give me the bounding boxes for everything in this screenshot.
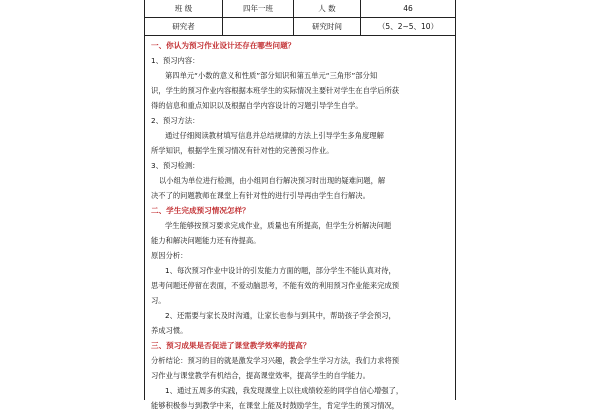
body-line: 得的信息和重点知识以及根据自学内容设计的习题引导学生自学。 <box>151 101 363 110</box>
body-line: 1、预习内容： <box>151 56 200 65</box>
count-value: 46 <box>403 4 413 13</box>
body-line: 学生能够按预习要求完成作业，质量也有所提高，但学生分析解决问题 <box>165 221 392 230</box>
researcher-value <box>223 18 294 35</box>
section-heading: 一、你认为预习作业设计还存在哪些问题？ <box>151 41 296 50</box>
body-line: 2、预习方法： <box>151 116 200 125</box>
body-line: 决不了的问题教师在课堂上有针对性的进行引导再由学生自行解决。 <box>151 191 370 200</box>
body-line: 通过仔细阅读教材填写信息并总结规律的方法上引导学生多角度理解 <box>165 131 384 140</box>
body-line: 能够积极参与到教学中来，在课堂上能及时鼓励学生，肯定学生的预习情况， <box>151 401 400 410</box>
body-line: 原因分析： <box>151 251 188 260</box>
section-heading: 二、学生完成预习情况怎样？ <box>151 206 250 215</box>
body-line: 思考问题还停留在表面，不爱动脑思考，不能有效的利用预习作业能来完成预 <box>151 281 400 290</box>
body-line: 3、预习检测： <box>151 161 200 170</box>
research-time-value: （5、2~5、10） <box>377 22 439 31</box>
researcher-label: 研究者 <box>145 18 223 35</box>
body-line: 能力和解决问题能力还有待提高。 <box>151 236 261 245</box>
document-page <box>144 0 456 410</box>
document-body <box>145 36 455 413</box>
header-row-researcher <box>145 18 455 36</box>
class-value: 四年一班 <box>223 0 294 17</box>
header-row-class <box>145 0 455 18</box>
body-line: 养成习惯。 <box>151 326 188 335</box>
body-line: 1、每次预习作业中设计的引发能力方面的题，部分学生不能认真对待， <box>165 266 396 275</box>
body-line: 以小组为单位进行检测，由小组同自行解决预习时出现的疑难问题，解 <box>159 176 386 185</box>
count-label: 人 数 <box>294 0 361 17</box>
body-line: 分析结论：预习的目的就是激发学习兴趣，教会学生学习方法，我们力求将预 <box>151 356 400 365</box>
body-line: 第四单元“小数的意义和性质”部分知识和第五单元“三角形”部分知 <box>165 71 378 80</box>
class-label: 班 级 <box>145 0 223 17</box>
research-time-label: 研究时间 <box>294 18 361 35</box>
body-line: 识，学生的预习作业内容根据本班学生的实际情况主要针对学生在自学后所获 <box>151 86 400 95</box>
body-line: 1、通过五周多的实践，我发现课堂上以往成绩较差的同学自信心增强了， <box>165 386 404 395</box>
body-line: 所学知识，根据学生预习情况有针对性的完善预习作业。 <box>151 146 334 155</box>
body-line: 2、还需要与家长及时沟通，让家长也参与到其中，帮助孩子学会预习， <box>165 311 396 320</box>
body-line: 习。 <box>151 296 166 305</box>
body-line: 习作业与课堂教学有机结合，提高课堂效率，提高学生的自学能力。 <box>151 371 370 380</box>
section-heading: 三、预习成果是否促进了课堂教学效率的提高？ <box>151 341 311 350</box>
